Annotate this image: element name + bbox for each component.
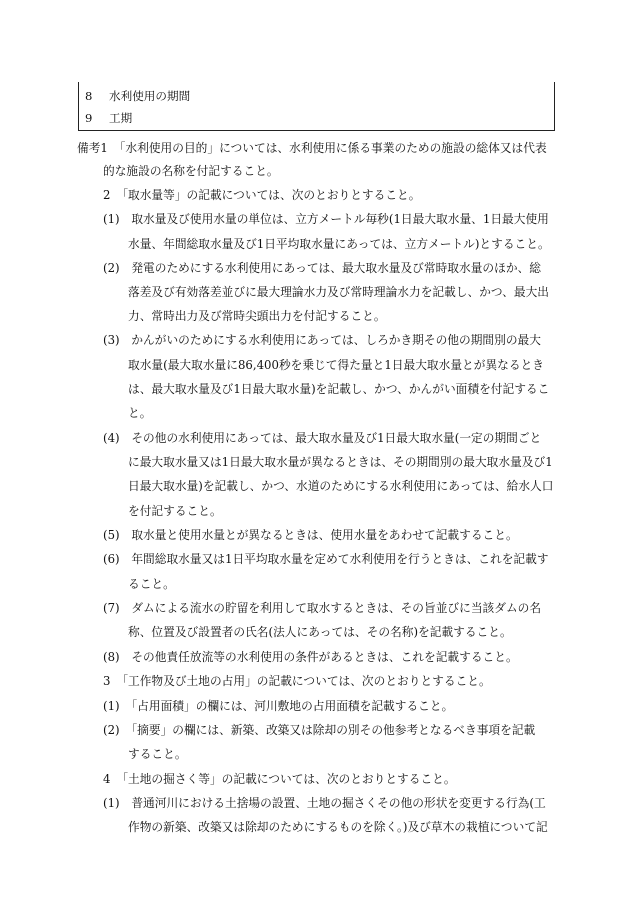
table-row (85, 110, 132, 126)
sub-item-continuation: は、最大取水量及び1日最大取水量)を記載し、かつ、かんがい面積を付記するこ (128, 382, 550, 396)
sub-item-continuation: と。 (128, 406, 152, 420)
sub-item-continuation: に最大取水量又は1日最大取水量が異なるときは、その期間別の最大取水量及び1 (128, 455, 553, 469)
sub-item-line: (5) 取水量と使用水量とが異なるときは、使用水量をあわせて記載すること。 (103, 528, 518, 542)
sub-item-line: (6) 年間総取水量又は1日平均取水量を定めて水利使用を行うときは、これを記載す (103, 552, 549, 566)
sub-item-line: (1) 「占用面積」の欄には、河川敷地の占用面積を記載すること。 (103, 699, 454, 713)
note-item-heading: 4 「土地の掘さく等」の記載については、次のとおりとすること。 (103, 772, 456, 786)
sub-item-line: (3) かんがいのためにする水利使用にあっては、しろかき期その他の期間別の最大 (103, 333, 541, 347)
table-row-number: 8 (85, 89, 93, 103)
sub-item-line: (4) その他の水利使用にあっては、最大取水量及び1日最大取水量(一定の期間ごと (103, 431, 542, 445)
sub-item-continuation: 水量、年間総取水量及び1日平均取水量にあっては、立方メートル)とすること。 (128, 237, 550, 251)
sub-item-line: (1) 普通河川における土捨場の設置、土地の掘さくその他の形状を変更する行為(工 (103, 796, 546, 810)
note-text-line: 的な施設の名称を付記すること。 (103, 164, 279, 178)
table-row-number: 9 (85, 111, 93, 125)
table-row (85, 88, 190, 104)
form-table-bottom (78, 82, 555, 131)
note-item-heading: 3 「工作物及び土地の占用」の記載については、次のとおりとすること。 (103, 674, 491, 688)
note-item-heading: 2 「取水量等」の記載については、次のとおりとすること。 (103, 188, 421, 202)
sub-item-continuation: すること。 (128, 747, 187, 761)
table-row-label: 水利使用の期間 (109, 89, 191, 103)
sub-item-continuation: 力、常時出力及び常時尖頭出力を付記すること。 (128, 309, 386, 323)
sub-item-continuation: 称、位置及び設置者の氏名(法人にあっては、その名称)を記載すること。 (128, 625, 512, 639)
sub-item-continuation: 作物の新築、改築又は除却のためにするものを除く。)及び草木の栽植について記 (128, 820, 548, 834)
sub-item-continuation: 日最大取水量)を記載し、かつ、水道のためにする水利使用にあっては、給水人口 (128, 479, 554, 493)
note-heading-line: 備考1 「水利使用の目的」については、水利使用に係る事業のための施設の総体又は代表 (77, 141, 547, 155)
sub-item-line: (8) その他責任放流等の水利使用の条件があるときは、これを記載すること。 (103, 650, 518, 664)
sub-item-line: (7) ダムによる流水の貯留を利用して取水するときは、その旨並びに当該ダムの名 (103, 601, 542, 615)
sub-item-continuation: を付記すること。 (128, 504, 222, 518)
sub-item-continuation: 取水量(最大取水量に86,400秒を乗じて得た量と1日最大取水量とが異なるとき (128, 358, 544, 372)
sub-item-line: (1) 取水量及び使用水量の単位は、立方メートル毎秒(1日最大取水量、1日最大使用 (103, 212, 549, 226)
sub-item-continuation: 落差及び有効落差並びに最大理論水力及び常時理論水力を記載し、かつ、最大出 (128, 285, 550, 299)
sub-item-continuation: ること。 (128, 577, 175, 591)
table-row-label: 工期 (109, 111, 133, 125)
sub-item-line: (2) 発電のためにする水利使用にあっては、最大取水量及び常時取水量のほか、総 (103, 261, 541, 275)
sub-item-line: (2) 「摘要」の欄には、新築、改築又は除却の別その他参考となるべき事項を記載 (103, 723, 536, 737)
